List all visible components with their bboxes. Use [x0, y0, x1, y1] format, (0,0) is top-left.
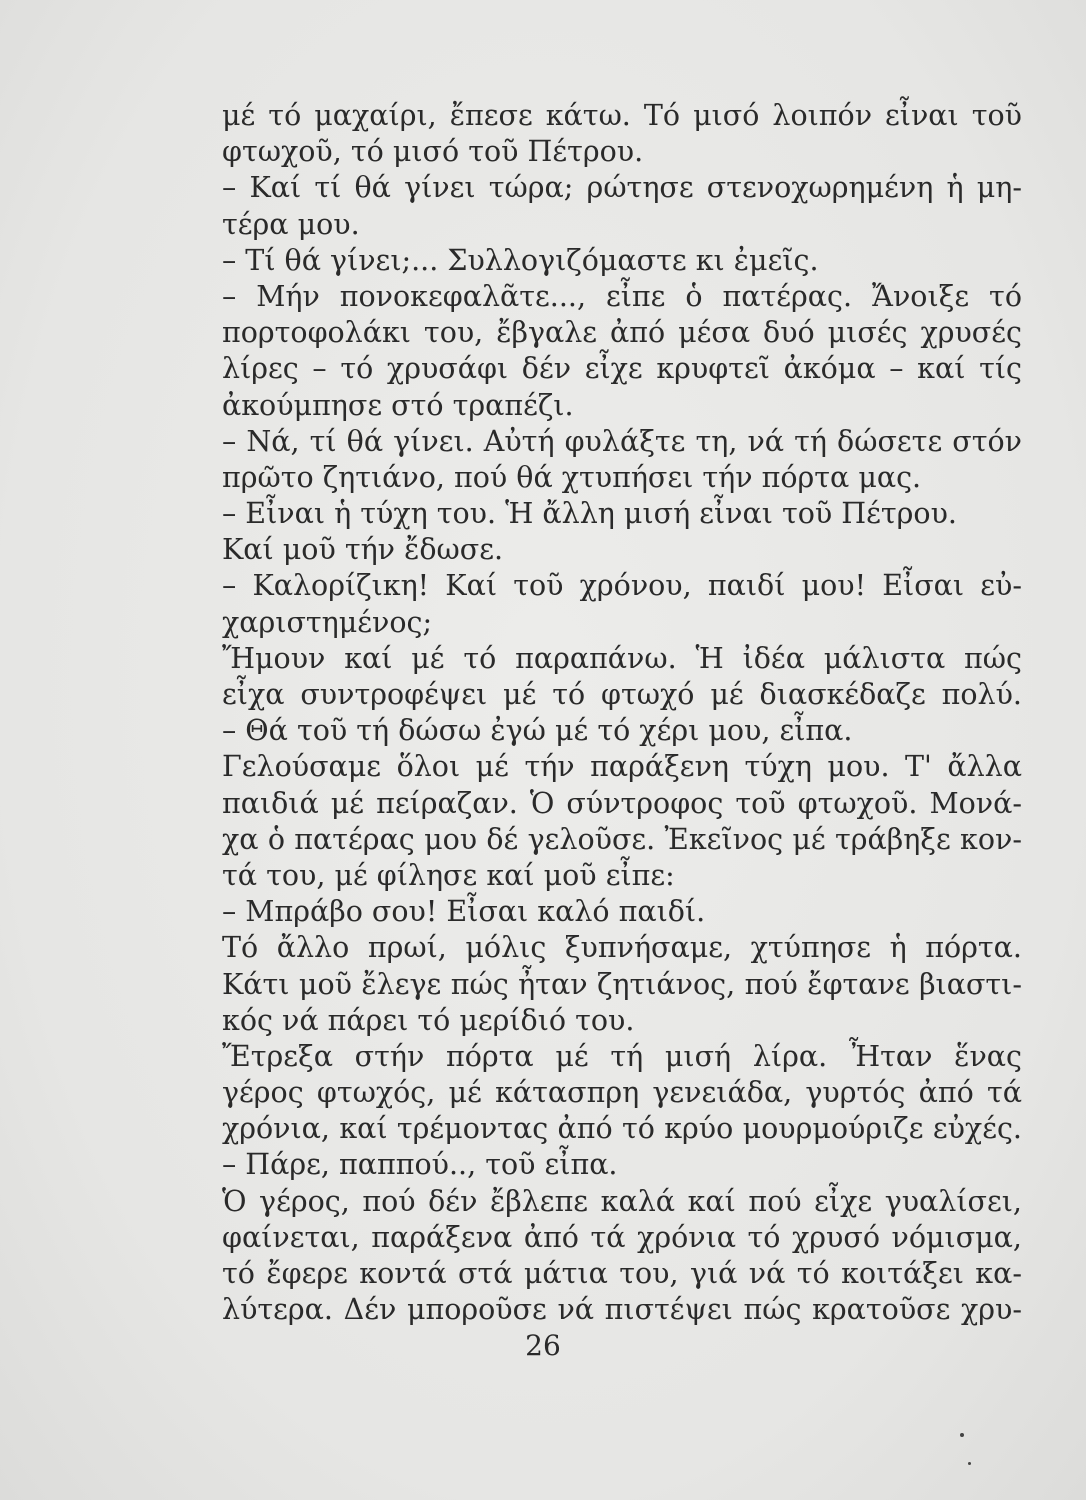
text-line: – Μήν πονοκεφαλᾶτε..., εἶπε ὁ πατέρας. Ἄνοιξε τό [222, 279, 1022, 313]
text-line: λύτερα. Δέν μποροῦσε νά πιστέψει πώς κρατοῦσε χρυ- [222, 1293, 1022, 1327]
text-line: Ἔτρεξα στήν πόρτα μέ τή μισή λίρα. Ἦταν ἕνας [222, 1039, 1022, 1073]
text-line: – Καλορίζικη! Καί τοῦ χρόνου, παιδί μου! Εἶσαι εὐ- [222, 569, 1022, 603]
body-text [222, 98, 1022, 1328]
text-line: – Θά τοῦ τή δώσω ἐγώ μέ τό χέρι μου, εἶπα. [222, 714, 853, 748]
text-line: λίρες – τό χρυσάφι δέν εἶχε κρυφτεῖ ἀκόμα – καί τίς [222, 352, 1022, 386]
text-line: – Τί θά γίνει;... Συλλογιζόμαστε κι ἐμεῖς. [222, 243, 819, 277]
text-line: τέρα μου. [222, 207, 360, 241]
text-line: Τό ἄλλο πρωί, μόλις ξυπνήσαμε, χτύπησε ἡ πόρτα. [222, 931, 1022, 965]
text-line: – Μπράβο σου! Εἶσαι καλό παιδί. [222, 895, 706, 929]
text-line: – Νά, τί θά γίνει. Αὐτή φυλάξτε τη, νά τή δώσετε στόν [222, 424, 1022, 458]
text-line: κός νά πάρει τό μερίδιό του. [222, 1003, 635, 1037]
print-speck [968, 1462, 971, 1465]
text-line: Καί μοῦ τήν ἔδωσε. [222, 533, 504, 567]
text-line: – Καί τί θά γίνει τώρα; ρώτησε στενοχωρημένη ἡ μη- [222, 171, 1022, 205]
page-number: 26 [525, 1329, 561, 1362]
text-line: χαριστημένος; [222, 605, 433, 639]
text-line: παιδιά μέ πείραζαν. Ὁ σύντροφος τοῦ φτωχοῦ. Μονά- [222, 786, 1022, 820]
text-line: πορτοφολάκι του, ἔβγαλε ἀπό μέσα δυό μισές χρυσές [222, 316, 1022, 350]
text-line: πρῶτο ζητιάνο, πού θά χτυπήσει τήν πόρτα μας. [222, 460, 922, 494]
text-line: – Εἶναι ἡ τύχη του. Ἡ ἄλλη μισή εἶναι τοῦ Πέτρου. [222, 497, 957, 531]
text-line: τό ἔφερε κοντά στά μάτια του, γιά νά τό κοιτάξει κα- [222, 1257, 1022, 1290]
text-line: τά του, μέ φίλησε καί μοῦ εἶπε: [222, 858, 675, 892]
text-line: Κάτι μοῦ ἔλεγε πώς ἦταν ζητιάνος, πού ἔφτανε βιαστι- [222, 967, 1022, 1001]
print-speck [960, 1433, 964, 1437]
text-line: ἀκούμπησε στό τραπέζι. [222, 388, 574, 422]
text-line: φτωχοῦ, τό μισό τοῦ Πέτρου. [222, 135, 644, 169]
text-line: χρόνια, καί τρέμοντας ἀπό τό κρύο μουρμούριζε εὐχές. [222, 1112, 1022, 1146]
text-line: εἶχα συντροφέψει μέ τό φτωχό μέ διασκέδαζε πολύ. [222, 678, 1022, 711]
text-line: Γελούσαμε ὅλοι μέ τήν παράξενη τύχη μου. Τ' ἄλλα [222, 750, 1022, 784]
text-line: – Πάρε, παππού.., τοῦ εἶπα. [222, 1148, 618, 1182]
text-line: μέ τό μαχαίρι, ἔπεσε κάτω. Τό μισό λοιπόν εἶναι τοῦ [222, 99, 1022, 132]
text-line: χα ὁ πατέρας μου δέ γελοῦσε. Ἐκεῖνος μέ τράβηξε κον- [222, 822, 1022, 856]
text-line: φαίνεται, παράξενα ἀπό τά χρόνια τό χρυσό νόμισμα, [222, 1220, 1022, 1254]
text-line: Ἤμουν καί μέ τό παραπάνω. Ἡ ἰδέα μάλιστα πώς [222, 641, 1022, 675]
text-line: γέρος φτωχός, μέ κάτασπρη γενειάδα, γυρτός ἀπό τά [222, 1076, 1022, 1110]
text-line: Ὁ γέρος, πού δέν ἔβλεπε καλά καί πού εἶχε γυαλίσει, [222, 1184, 1022, 1218]
